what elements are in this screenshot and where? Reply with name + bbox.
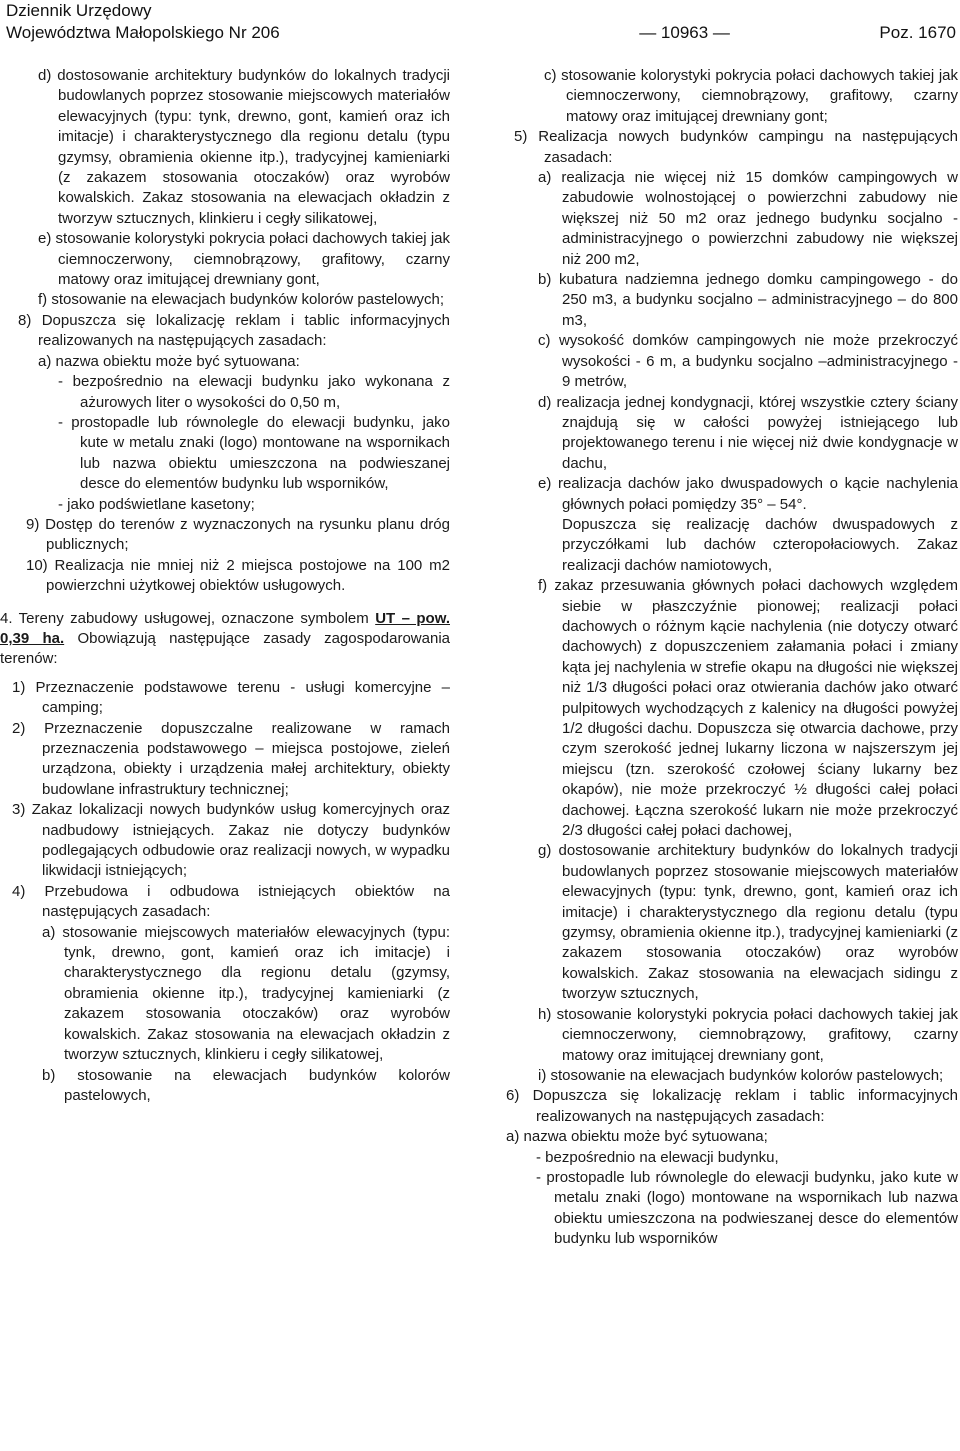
item-5d: d) realizacja jednej kondygnacji, której wszystkie cztery ściany znajdują się w całości powyżej istniejącego lub projektowanego terenu i nie więcej niż dwie kondygnacje w dachu, <box>538 393 958 472</box>
section-4-rest: Obowiązują następujące zasady zagospodarowania terenów: <box>0 629 450 668</box>
item-5i: i) stosowanie na elewacjach budynków kolorów pastelowych; <box>538 1066 944 1084</box>
item-5g: g) dostosowanie architektury budynków do lokalnych tradycji budowlanych poprzez stosowanie miejscowych materiałów elewacyjnych (typu: tynk, drewno, gont, kamień oraz ich imitacje) i charakterystycznego dla regionu detalu (typu gzymsy, obramienia okienne itp.), tradycyjnej kamieniarki (z zakazem stosowania otoczaków) oraz wyrobów kowalskich. Zakaz stosowania na elewacjach sidingu z tworzyw sztucznych, <box>538 842 958 1003</box>
item-6a-2: - prostopadle lub równolegle do elewacji budynku, jako kute w metalu znaki (logo) montowane na wspornikach lub nazwa obiektu umieszczona na podwieszanej desce do elementów budynku lub wsporników <box>536 1168 958 1248</box>
item-6a-1: - bezpośrednio na elewacji budynku, <box>536 1148 779 1166</box>
page-number: — 10963 — <box>639 23 730 42</box>
item-f: f) stosowanie na elewacjach budynków kolorów pastelowych; <box>38 291 445 309</box>
left-column <box>0 66 450 1106</box>
item-5e: e) realizacja dachów jako dwuspadowych o kącie nachylenia głównych połaci pomiędzy 35° – 54°. <box>538 475 958 513</box>
section-4 <box>0 609 450 670</box>
section-4-intro: 4. Tereny zabudowy usługowej, oznaczone symbolem <box>0 609 369 627</box>
item-e: e) stosowanie kolorystyki pokrycia połaci dachowych takiej jak ciemnoczerwony, ciemnobrązowy, grafitowy, czarny matowy oraz imitującej drewniany gont, <box>38 230 450 289</box>
journal-title: Dziennik Urzędowy <box>6 1 152 20</box>
item-d: d) dostosowanie architektury budynków do lokalnych tradycji budowlanych poprzez stosowanie miejscowych materiałów elewacyjnych (typu: tynk, drewno, gont, kamień oraz ich imitacje) i charakterystycznego dla regionu detalu (typu gzymsy, obramienia okienne itp.), tradycyjnej kamieniarki (z zakazem stosowania otoczaków) oraz wyrobów kowalskich. Zakaz stosowania na elewacjach okładzin z tworzyw sztucznych, klinkieru i cegły silikatowej, <box>38 67 450 227</box>
journal-subtitle-row <box>6 22 956 44</box>
item-8a: a) nazwa obiektu może być sytuowana: <box>38 352 300 370</box>
item-5: 5) Realizacja nowych budynków campingu na następujących zasadach: <box>514 128 958 166</box>
item-4-3: 3) Zakaz lokalizacji nowych budynków usług komercyjnych oraz nadbudowy istniejących. Zakaz nie dotyczy budynków podlegających odbudowie oraz realizacji nowych, w wypadku likwidacji istniejących; <box>12 801 450 880</box>
item-5b: b) kubatura nadziemna jednego domku campingowego - do 250 m3, a budynku socjalno – administracyjnego – do 800 m3, <box>538 271 958 329</box>
item-5h: h) stosowanie kolorystyki pokrycia połaci dachowych takiej jak ciemnoczerwony, ciemnobrązowy, grafitowy, czarny matowy oraz imitującej drewniany gont, <box>538 1005 958 1064</box>
position-number: Poz. 1670 <box>879 23 956 42</box>
item-10: 10) Realizacja nie mniej niż 2 miejsca postojowe na 100 m2 powierzchni użytkowej obiektów usługowych. <box>26 556 450 595</box>
item-4-2: 2) Przeznaczenie dopuszczalne realizowane w ramach przeznaczenia podstawowego – miejsca postojowe, zieleń urządzona, obiekty i urządzenia małej architektury, obiekty budowlane infrastruktury technicznej; <box>12 719 450 798</box>
journal-issue: Województwa Małopolskiego Nr 206 <box>6 23 280 42</box>
item-5f: f) zakaz przesuwania głównych połaci dachowych względem siebie w płaszczyźnie pionowej; realizacji połaci dachowych o różnym kącie nachylenia (nie dotyczy otwarć dachowych) z dopuszczeniem załamania połaci i zmiany kąta jej nachylenia w strefie okapu na długości nie większej niż 1/3 długości połaci oraz otwierania dachów jako otwarć pulpitowych wychodzących z kalenicy na długości powyżej 1/2 długości dachu. Dopuszcza się otwarcia dachowe, przy czym szerokość jednej lukarny liczona w najszerszym jej miejscu (tzn. szerokość czołowej ściany lukarny bez okapów), nie może przekroczyć ½ długości całej połaci dachowej. Łączna szerokość lukarn nie może przekroczyć 2/3 długości całej połaci dachowej, <box>538 577 958 840</box>
item-4-4: 4) Przebudowa i odbudowa istniejących obiektów na następujących zasadach: <box>12 882 450 921</box>
item-4-4a: a) stosowanie miejscowych materiałów elewacyjnych (typu: tynk, drewno, gont, kamień oraz ich imitacje) i charakterystycznego dla regionu detalu (gzymsy, obramienia okienne itp.), tradycyjnej kamieniarki (z zakazem stosowania otoczaków) oraz wyrobów kowalskich. Zakaz stosowania na elewacjach okładzin z tworzyw sztucznych, klinkieru i cegły silikatowej, <box>42 923 450 1064</box>
section-4-symbol: UT – pow. 0,39 ha. <box>0 609 450 647</box>
item-5e-cont: Dopuszcza się realizację dachów dwuspadowych z przyczółkami lub dachów czteropołaciowych. Zakaz realizacji dachów namiotowych, <box>562 515 958 574</box>
item-4-4b: b) stosowanie na elewacjach budynków kolorów pastelowych, <box>42 1066 450 1104</box>
item-6: 6) Dopuszcza się lokalizację reklam i tablic informacyjnych realizowanych na następujących zasadach: <box>506 1087 958 1125</box>
item-8: 8) Dopuszcza się lokalizację reklam i tablic informacyjnych realizowanych na następujących zasadach: <box>18 311 450 350</box>
item-8a-2: - prostopadle lub równolegle do elewacji budynku, jako kute w metalu znaki (logo) montowane na wspornikach lub nazwa obiektu umieszczona na podwieszanej desce do elementów budynku lub wsporników, <box>58 413 450 493</box>
item-8a-3: - jako podświetlane kasetony; <box>58 495 255 513</box>
item-6a: a) nazwa obiektu może być sytuowana; <box>506 1128 768 1146</box>
page-header <box>6 0 956 48</box>
right-column <box>506 66 958 1250</box>
item-5a: a) realizacja nie więcej niż 15 domków campingowych w zabudowie wolnostojącej o powierzchni zabudowy nie większej niż 50 m2 oraz jednego budynku socjalno -administracyjnego o powierzchni zabudowy nie większej niż 200 m2, <box>538 169 958 268</box>
item-9: 9) Dostęp do terenów z wyznaczonych na rysunku planu dróg publicznych; <box>26 515 450 554</box>
item-4-1: 1) Przeznaczenie podstawowe terenu - usługi komercyjne – camping; <box>12 678 450 717</box>
item-8a-1: - bezpośrednio na elewacji budynku jako wykonana z ażurowych liter o wysokości do 0,50 m, <box>58 373 450 411</box>
item-c: c) stosowanie kolorystyki pokrycia połaci dachowych takiej jak ciemnoczerwony, ciemnobrązowy, grafitowy, czarny matowy oraz imitującej drewniany gont; <box>544 67 958 125</box>
item-5c: c) wysokość domków campingowych nie może przekroczyć wysokości - 6 m, a budynku socjalno –administracyjnego - 9 metrów, <box>538 332 958 391</box>
